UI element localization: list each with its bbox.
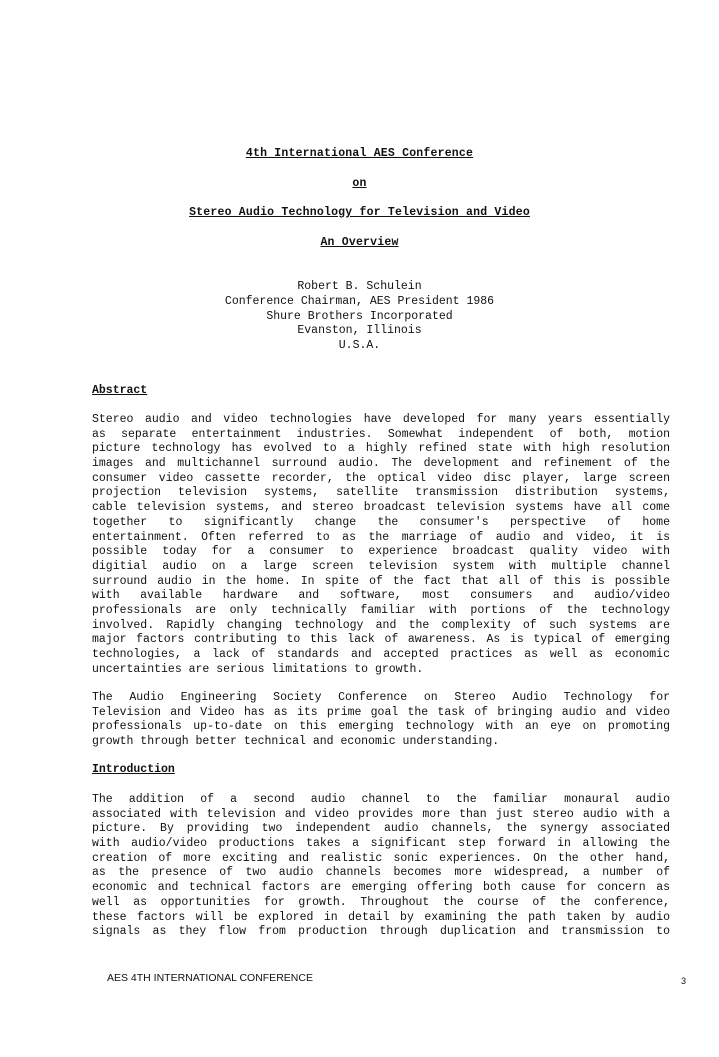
text-line: well as opportunities for growth. Throughout the course of the conference, xyxy=(92,895,670,909)
footer-conference-name: AES 4TH INTERNATIONAL CONFERENCE xyxy=(107,972,313,984)
text-line: professionals are only technically familiar with portions of the technology xyxy=(92,603,670,617)
title-connector: on xyxy=(352,177,367,190)
text-line: economic and technical factors are emerging offering both cause for concern as xyxy=(92,881,670,895)
text-line: professionals up-to-date on this emerging technology with an eye on promoting xyxy=(92,720,670,734)
author-name: Robert B. Schulein xyxy=(297,280,422,293)
text-line: these factors will be explored in detail by examining the path taken by audio xyxy=(92,910,670,924)
abstract-heading: Abstract xyxy=(92,384,148,397)
text-line: digitial audio on a large screen television system with multiple channel xyxy=(92,559,670,573)
text-line: major factors contributing to this lack of awareness. As is typical of emerging xyxy=(92,633,670,647)
text-line: The Audio Engineering Society Conference on Stereo Audio Technology for xyxy=(92,691,670,704)
author-company: Shure Brothers Incorporated xyxy=(266,309,453,323)
text-line: creation of more exciting and realistic sonic experiences. On the other hand, xyxy=(92,851,670,865)
text-line: signals as they flow from production through duplication and transmission to xyxy=(92,925,670,939)
conference-subtitle: Stereo Audio Technology for Television and Video xyxy=(189,206,530,219)
text-line: projection television systems, satellite transmission distribution systems, xyxy=(92,486,670,500)
author-block xyxy=(0,280,719,354)
text-line: picture. By providing two independent audio channels, the synergy associated xyxy=(92,822,670,836)
text-line: images and multichannel surround audio. The development and refinement of the xyxy=(92,457,670,471)
text-line: cable television systems, and stereo broadcast television systems have all come xyxy=(92,501,670,515)
conference-title: 4th International AES Conference xyxy=(245,147,474,160)
overview-title: An Overview xyxy=(320,236,399,249)
text-line: associated with television and video provides more than just stereo audio with a xyxy=(92,807,670,821)
text-line: surround audio in the home. In spite of the fact that all of this is possible xyxy=(92,574,670,588)
text-line: involved. Rapidly changing technology and the complexity of such systems are xyxy=(92,618,670,632)
text-line: growth through better technical and economic understanding. xyxy=(92,735,500,749)
author-country: U.S.A. xyxy=(338,339,381,353)
text-line: as separate entertainment industries. Somewhat independent of both, motion xyxy=(92,427,670,441)
text-line: with audio/video productions takes a significant step forward in allowing the xyxy=(92,837,670,851)
text-line: consumer video cassette recorder, the optical video disc player, large screen xyxy=(92,471,670,485)
text-line: The addition of a second audio channel to the familiar monaural audio xyxy=(92,793,670,806)
introduction-paragraph-1 xyxy=(92,793,670,940)
abstract-paragraph-1 xyxy=(92,413,670,677)
text-line: together to significantly change the consumer's perspective of home xyxy=(92,515,670,529)
text-line: with available hardware and software, most consumers and audio/video xyxy=(92,589,670,603)
text-line: as the presence of two audio channels becomes more widespread, a number of xyxy=(92,866,670,880)
introduction-heading: Introduction xyxy=(92,763,175,776)
text-line: picture technology has evolved to a highly refined state with high resolution xyxy=(92,442,670,456)
text-line: technologies, a lack of standards and accepted practices as well as economic xyxy=(92,648,670,661)
author-city: Evanston, Illinois xyxy=(297,324,422,338)
author-role: Conference Chairman, AES President 1986 xyxy=(224,294,495,308)
text-line: Television and Video has as its prime goal the task of bringing audio and video xyxy=(92,705,670,719)
page-number: 3 xyxy=(681,976,687,986)
text-line: possible today for a consumer to experience broadcast quality video with xyxy=(92,545,670,559)
text-line: entertainment. Often referred to as the marriage of audio and video, it is xyxy=(92,530,670,544)
text-line: uncertainties are serious limitations to growth. xyxy=(92,662,424,676)
text-line: Stereo audio and video technologies have developed for many years essentially xyxy=(92,413,670,426)
abstract-paragraph-2 xyxy=(92,691,670,750)
